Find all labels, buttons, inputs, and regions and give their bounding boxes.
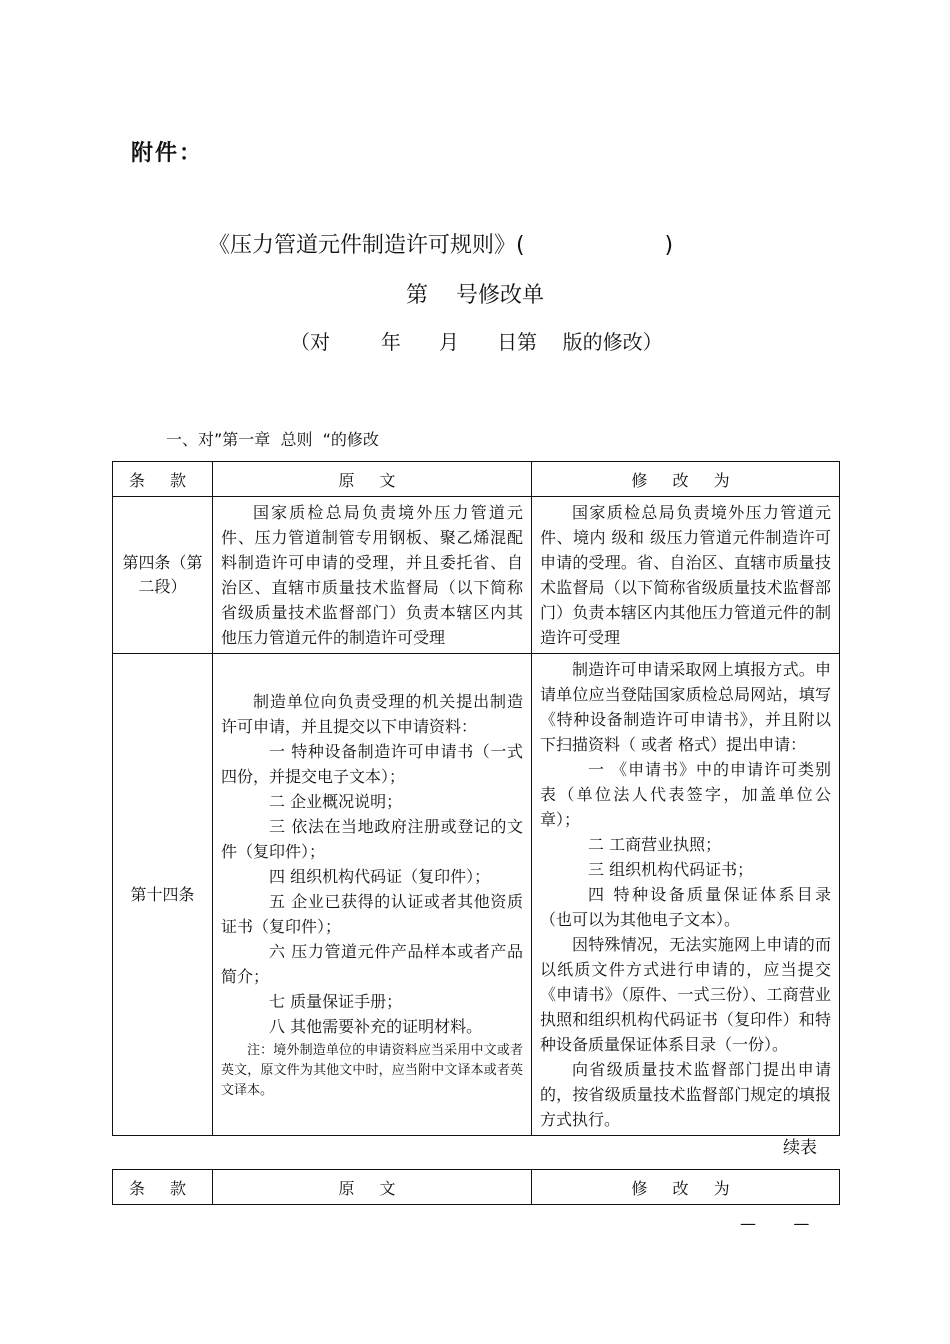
original-item: 二 企业概况说明；: [269, 791, 403, 811]
revised-item: 一 《申请书》中的申请许可类别表（单位法人代表签字，加盖单位公章）；: [540, 760, 831, 829]
original-item: 四 组织机构代码证（复印件）；: [269, 866, 491, 886]
original-item: 八 其他需要补充的证明材料。: [269, 1016, 483, 1036]
revised-paragraph: 制造许可申请采取网上填报方式。申请单位应当登陆国家质检总局网站，填写《特种设备制造许可申请书》，并且附以下扫描资料（ 或者 格式）提出申请：: [540, 660, 831, 754]
original-item: 一 特种设备制造许可申请书（一式四份，并提交电子文本）；: [221, 741, 523, 786]
original-paragraph: 国家质检总局负责境外压力管道元件、压力管道制管专用钢板、聚乙烯混配料制造许可申请的受理，并且委托省、自治区、直辖市质量技术监督局（以下简称省级质量技术监督部门）负责本辖区内其他压力管道元件的制造许可受理: [221, 503, 523, 647]
revised-item: 三 组织机构代码证书；: [588, 860, 754, 879]
note-text: 注：境外制造单位的申请资料应当采用中文或者英文，原文件为其他文中时，应当附中文译本或者英文译本。: [221, 1042, 523, 1098]
header-original: 原 文: [213, 1170, 532, 1205]
continued-label: 续表: [783, 1138, 817, 1158]
revised-paragraph: 向省级质量技术监督部门提出申请的，按省级质量技术监督部门规定的填报方式执行。: [540, 1060, 831, 1129]
header-original: 原 文: [213, 462, 532, 497]
clause-text: 第四条（第二段）: [122, 553, 203, 596]
header-revised: 修 改 为: [532, 1170, 840, 1205]
header-revised: 修 改 为: [532, 462, 840, 497]
original-item: 六 压力管道元件产品样本或者产品简介；: [221, 941, 523, 986]
revised-paragraph: 国家质检总局负责境外压力管道元件、境内 级和 级压力管道元件制造许可申请的受理。省、自治区、直辖市质量技术监督局（以下简称省级质量技术监督部门）负责本辖区内其他压力管道元件的制造许可受理: [540, 503, 831, 647]
header-clause: 条 款: [113, 1170, 213, 1205]
clause-cell: [113, 654, 213, 1136]
table-row: [113, 654, 840, 1136]
original-item: 七 质量保证手册；: [269, 991, 403, 1011]
original-item: 五 企业已获得的认证或者其他资质证书（复印件）；: [221, 891, 523, 936]
revised-text-cell: [532, 497, 840, 654]
continued-table: [112, 1169, 840, 1205]
section-heading: 一、对”第一章 总则 “的修改: [166, 430, 379, 449]
original-paragraph: 制造单位向负责受理的机关提出制造许可申请，并且提交以下申请资料：: [221, 691, 523, 736]
clause-text: 第十四条: [130, 884, 195, 904]
original-text-cell: [213, 497, 532, 654]
amendment-table: [112, 461, 840, 1136]
page-footer: — —: [740, 1214, 812, 1233]
amendment-subtitle: （对 年 月 日第 版的修改）: [290, 330, 663, 354]
original-item: 三 依法在当地政府注册或登记的文件（复印件）；: [221, 816, 523, 861]
revised-text-cell: [532, 654, 840, 1136]
table-header-row: [113, 1170, 840, 1205]
header-clause: 条 款: [113, 462, 213, 497]
original-note: [221, 1041, 523, 1101]
original-text-cell: [213, 654, 532, 1136]
attachment-label: 附件：: [131, 141, 204, 166]
revised-paragraph: 因特殊情况，无法实施网上申请的而以纸质文件方式进行申请的，应当提交《申请书》（原件、一式三份）、工商营业执照和组织机构代码证书（复印件）和特种设备质量保证体系目录（一份）。: [540, 935, 831, 1054]
revised-item: 二 工商营业执照；: [588, 835, 722, 854]
table-row: [113, 497, 840, 654]
clause-cell: [113, 497, 213, 654]
document-title: 《压力管道元件制造许可规则》( ): [208, 233, 674, 258]
amendment-title: 第 号修改单: [406, 283, 544, 308]
table-header-row: [113, 462, 840, 497]
revised-item: 四 特种设备质量保证体系目录（也可以为其他电子文本）。: [540, 885, 831, 929]
